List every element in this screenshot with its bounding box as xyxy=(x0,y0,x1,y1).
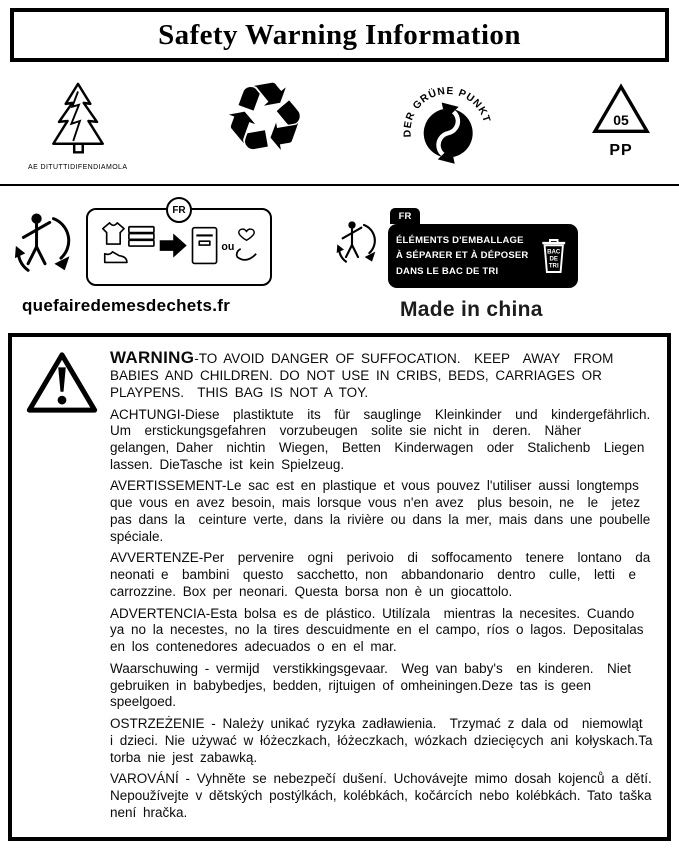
donation-bin-icon xyxy=(193,228,217,264)
green-dot-label: DER GRÜNE PUNKT xyxy=(402,85,493,138)
folded-clothes-icon xyxy=(129,227,154,246)
tree-caption: AE DITUTTIDIFENDIAMOLA xyxy=(28,164,128,171)
recycling-triangle-icon xyxy=(591,82,651,136)
warning-lead: WARNING xyxy=(110,348,195,367)
warning-paragraph-nl: Waarschuwing - vermijd verstikkingsgevaar. Weg van baby's en kinderen. Niet gebruiken in babybedjes, bedden, rijtuigen of omheiningen.Deze tas is geen speelgoed. xyxy=(110,660,638,710)
fr-badge: FR xyxy=(166,197,192,223)
sort-line: DANS LE BAC DE TRI xyxy=(396,265,499,277)
warning-paragraph-pl: OSTRZEŻENIE - Należy unikać ryzyka zadławienia. Trzymać z dala od niemowląt i dzieci. Nie używać w łóżeczkach, łóżeczkach, wózkach dziecięcych ani kołyskach.Ta torba nie jest zabawką. xyxy=(110,716,660,765)
pine-tree-icon xyxy=(40,80,116,160)
website-text: quefairedemesdechets.fr xyxy=(22,296,231,315)
recycling-mobius-icon: ♻ xyxy=(212,56,317,182)
symbols-row xyxy=(0,56,679,186)
warning-paragraph-fr: AVERTISSEMENT-Le sac est en plastique et vous pouvez l'utiliser aussi longtemps que vous en avez besoin, mais lorsque vous n'en avez plus besoin, ne le jetez pas dans la ceinture verte, dans la rivière ou dans la mer, mais dans une poubelle spéciale. xyxy=(110,478,658,544)
recycling-info-row xyxy=(0,186,679,333)
tree-symbol xyxy=(28,80,127,171)
made-in-text: Made in china xyxy=(400,298,543,321)
triman-icon xyxy=(14,206,76,282)
sort-line: À SÉPARER ET À DÉPOSER xyxy=(396,250,529,262)
green-dot-symbol xyxy=(393,67,506,187)
triman-icon-small xyxy=(336,216,380,270)
sorting-instructions-box xyxy=(86,204,272,286)
warning-paragraph-en xyxy=(110,347,653,402)
triman-sorting-group xyxy=(14,200,272,333)
hand-icon xyxy=(237,249,256,260)
bin-label: TRI xyxy=(548,262,559,270)
sort-line: ÉLÉMENTS D'EMBALLAGE xyxy=(396,235,524,247)
fr-tab: FR xyxy=(390,208,420,224)
packaging-sort-box xyxy=(388,210,578,288)
warning-triangle-icon xyxy=(25,349,99,416)
green-dot-icon xyxy=(393,67,505,182)
or-label: ou xyxy=(221,240,235,253)
warning-paragraph-cs: VAROVÁNÍ - Vyhněte se nebezpečí dušení. Uchovávejte mimo dosah kojenců a dětí. Nepoužívejte v dětských postýlkách, kolébkách, kočárcích nebo kolébkách. Tato taška není hračka. xyxy=(110,771,659,820)
warning-paragraph-it: AVVERTENZE-Per pervenire ogni perivoio di soffocamento tenere lontano da neonati e bambini questo sacchetto, non abbandonario dentro culle, letti e carrozzine. Box per neonari. Questa borsa non è un giocattolo. xyxy=(110,550,658,599)
warning-paragraph-es: ADVERTENCIA-Esta bolsa es de plástico. Utilízala mientras la necesites. Cuando ya no la necestes, no la tires descuidmente en el campo, ríos o lagos. Depositalas en los contenedores adecuados o en el mar. xyxy=(110,605,651,655)
warning-paragraph-de: ACHTUNGI-Diese plastiktute its für sauglinge Kleinkinder und kindergefährlich. Um erstickungsgefahren vorzubeugen solite sie nicht in deren. Näher gelangen, Daher nichtin Wiegen, Betten Kinderwagen oder Stalichenb Liegen lassen. DieTasche ist kein Spielzeug. xyxy=(110,406,657,472)
tshirt-icon xyxy=(103,223,124,244)
sort-instructions-text xyxy=(396,233,529,279)
resin-code-symbol xyxy=(591,82,651,160)
warning-body-en: -TO AVOID DANGER OF SUFFOCATION. KEEP AWAY FROM BABIES AND CHILDREN. DO NOT USE IN CRIBS, BEDS, CARRIAGES OR PLAYPENS. THIS BAG IS NOT A TOY. xyxy=(110,351,627,400)
shoe-icon xyxy=(105,252,127,263)
arrow-right-icon xyxy=(160,234,187,258)
warning-box xyxy=(8,333,671,841)
trash-bin-icon xyxy=(537,232,571,280)
sorting-items-icons xyxy=(99,220,259,274)
heart-icon xyxy=(239,229,254,240)
header-box xyxy=(10,8,669,62)
resin-code: 05 xyxy=(613,111,629,128)
resin-abbr: PP xyxy=(609,142,633,159)
bin-label: DE xyxy=(549,255,558,263)
bin-label: BAC xyxy=(546,248,560,256)
page-title: Safety Warning Information xyxy=(158,18,521,51)
packaging-sort-group xyxy=(336,208,578,333)
